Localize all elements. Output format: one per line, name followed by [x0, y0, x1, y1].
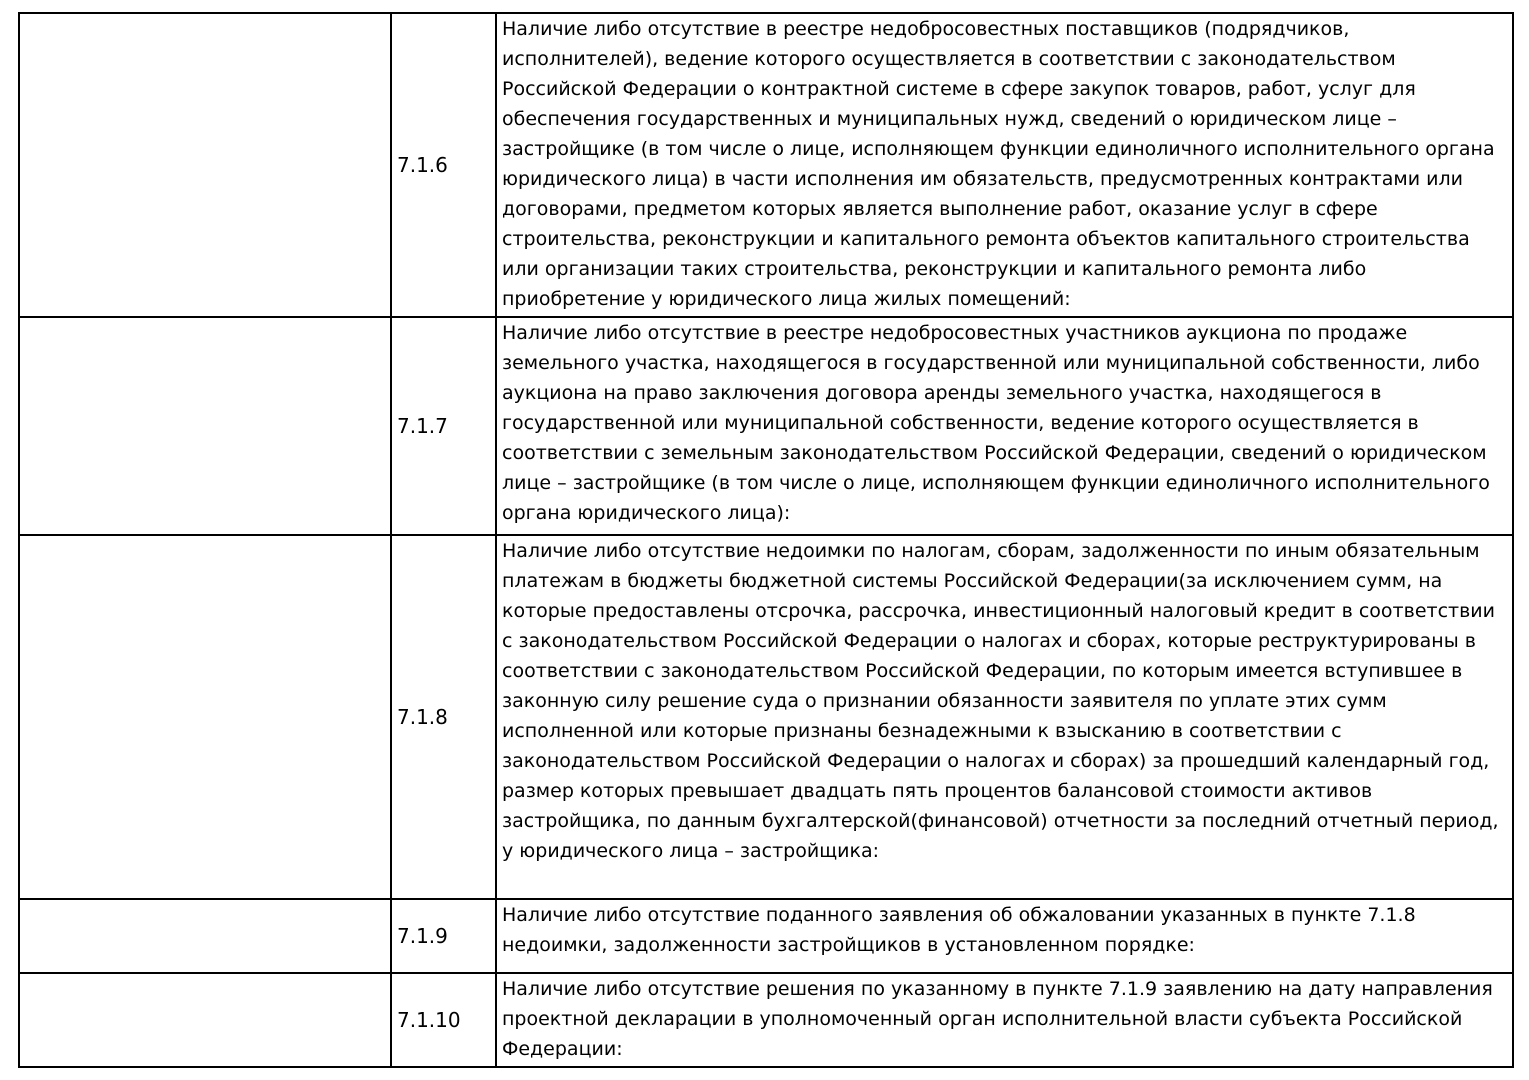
- item-text: Наличие либо отсутствие недоимки по налогам, сборам, задолженности по иным обязательным платежам в бюджеты бюджетной системы Российской Федерации(за исключением сумм, на которые предоставлены отсрочка, рассрочка, инвестиционный налоговый кредит в соответствии с законодательством Российской Федерации о налогах и сборах, которые реструктурированы в соответствии с законодательством Российской Федерации, по которым имеется вступившее в законную силу решение суда о признании обязанности заявителя по уплате этих сумм исполненной или которые признаны безнадежными к взысканию в соответствии с законодательством Российской Федерации о налогах и сборах) за прошедший календарный год, размер которых превышает двадцать пять процентов балансовой стоимости активов застройщика, по данным бухгалтерской(финансовой) отчетности за последний отчетный период, у юридического лица – застройщика:: [496, 535, 1513, 899]
- empty-cell: [19, 899, 391, 973]
- table-row: [19, 317, 1513, 535]
- table-row: [19, 535, 1513, 899]
- item-number: 7.1.7: [391, 317, 496, 535]
- item-text: Наличие либо отсутствие решения по указанному в пункте 7.1.9 заявлению на дату направления проектной декларации в уполномоченный орган исполнительной власти субъекта Российской Федерации:: [496, 973, 1513, 1067]
- item-text: Наличие либо отсутствие поданного заявления об обжаловании указанных в пункте 7.1.8 недоимки, задолженности застройщиков в установленном порядке:: [496, 899, 1513, 973]
- item-text: Наличие либо отсутствие в реестре недобросовестных поставщиков (подрядчиков, исполнителей), ведение которого осуществляется в соответствии с законодательством Российской Федерации о контрактной системе в сфере закупок товаров, работ, услуг для обеспечения государственных и муниципальных нужд, сведений о юридическом лице – застройщике (в том числе о лице, исполняющем функции единоличного исполнительного органа юридического лица) в части исполнения им обязательств, предусмотренных контрактами или договорами, предметом которых является выполнение работ, оказание услуг в сфере строительства, реконструкции и капитального ремонта объектов капитального строительства или организации таких строительства, реконструкции и капитального ремонта либо приобретение у юридического лица жилых помещений:: [496, 13, 1513, 317]
- table-row: [19, 13, 1513, 317]
- empty-cell: [19, 317, 391, 535]
- empty-cell: [19, 535, 391, 899]
- item-number: 7.1.6: [391, 13, 496, 317]
- empty-cell: [19, 973, 391, 1067]
- item-number: 7.1.10: [391, 973, 496, 1067]
- table-row: [19, 899, 1513, 973]
- table-row: [19, 973, 1513, 1067]
- item-text: Наличие либо отсутствие в реестре недобросовестных участников аукциона по продаже земельного участка, находящегося в государственной или муниципальной собственности, либо аукциона на право заключения договора аренды земельного участка, находящегося в государственной или муниципальной собственности, ведение которого осуществляется в соответствии с земельным законодательством Российской Федерации, сведений о юридическом лице – застройщике (в том числе о лице, исполняющем функции единоличного исполнительного органа юридического лица):: [496, 317, 1513, 535]
- item-number: 7.1.8: [391, 535, 496, 899]
- empty-cell: [19, 13, 391, 317]
- item-number: 7.1.9: [391, 899, 496, 973]
- document-table: [18, 12, 1514, 1068]
